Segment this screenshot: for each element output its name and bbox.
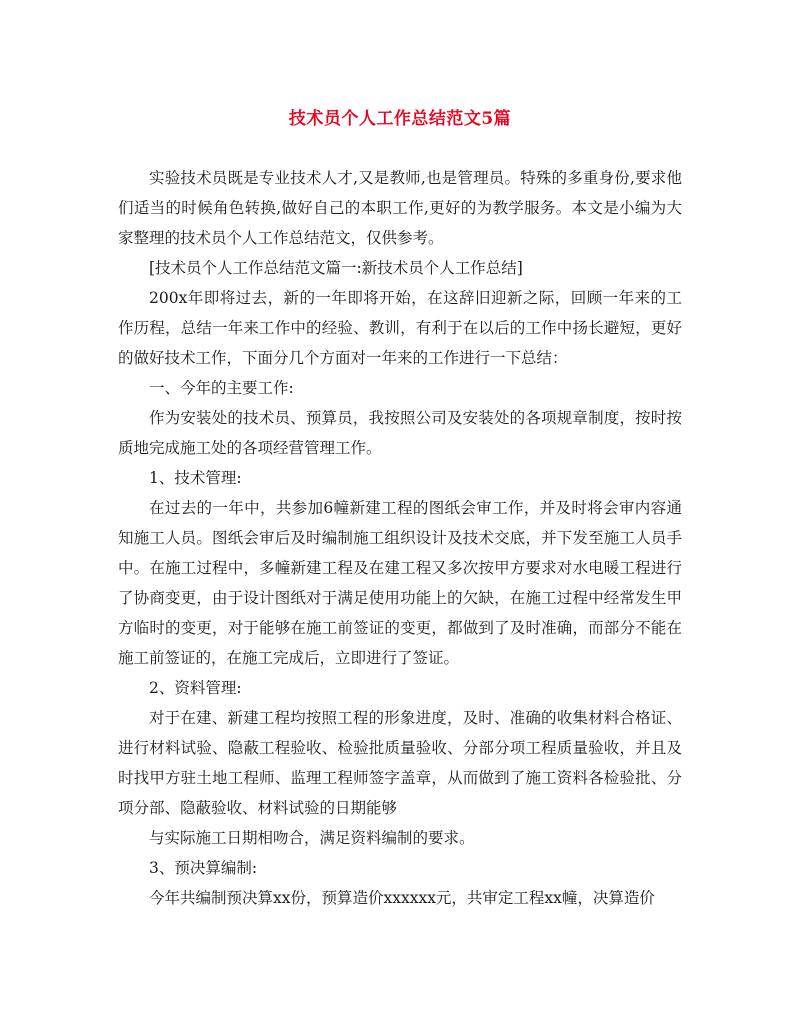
heading-budget: 3、预决算编制: <box>149 859 258 877</box>
paragraph-intro: 实验技术员既是专业技术人才,又是教师,也是管理员。特殊的多重身份,要求他们适当的时候角色转换,做好自己的本职工作,更好的为教学服务。本文是小编为大家整理的技术员个人工作总结范文，仅供参考。 <box>118 169 682 247</box>
document-body <box>118 163 682 913</box>
heading-technical-management: 1、技术管理: <box>149 469 242 487</box>
heading-document-management: 2、资料管理: <box>149 679 242 697</box>
document-title: 技术员个人工作总结范文5篇 <box>288 109 512 129</box>
heading-main-work: 一、今年的主要工作: <box>149 379 294 397</box>
paragraph-section-heading: [技术员个人工作总结范文篇一:新技术员个人工作总结] <box>149 259 523 277</box>
paragraph-technical-management: 在过去的一年中，共参加6幢新建工程的图纸会审工作，并及时将会审内容通知施工人员。图纸会审后及时编制施工组织设计及技术交底，并下发至施工人员手中。在施工过程中，多幢新建工程及在建工程又多次按甲方要求对水电暖工程进行了协商变更，由于设计图纸对于满足使用功能上的欠缺，在施工过程中经常发生甲方临时的变更，对于能够在施工前签证的变更，都做到了及时准确，而部分不能在施工前签证的，在施工完成后，立即进行了签证。 <box>118 499 682 667</box>
paragraph-document-management-cont: 与实际施工日期相吻合，满足资料编制的要求。 <box>149 829 475 847</box>
paragraph-opening: 200x年即将过去，新的一年即将开始，在这辞旧迎新之际，回顾一年来的工作历程，总结一年来工作中的经验、教训，有利于在以后的工作中扬长避短，更好的做好技术工作，下面分几个方面对一年来的工作进行一下总结： <box>118 289 682 367</box>
paragraph-role: 作为安装处的技术员、预算员，我按照公司及安装处的各项规章制度，按时按质地完成施工处的各项经营管理工作。 <box>118 409 682 457</box>
paragraph-document-management: 对于在建、新建工程均按照工程的形象进度，及时、准确的收集材料合格证、进行材料试验、隐蔽工程验收、检验批质量验收、分部分项工程质量验收，并且及时找甲方驻土地工程师、监理工程师签字盖章，从而做到了施工资料各检验批、分项分部、隐蔽验收、材料试验的日期能够 <box>118 709 682 817</box>
paragraph-budget: 今年共编制预决算xx份，预算造价xxxxxx元，共审定工程xx幢，决算造价 <box>149 889 655 907</box>
